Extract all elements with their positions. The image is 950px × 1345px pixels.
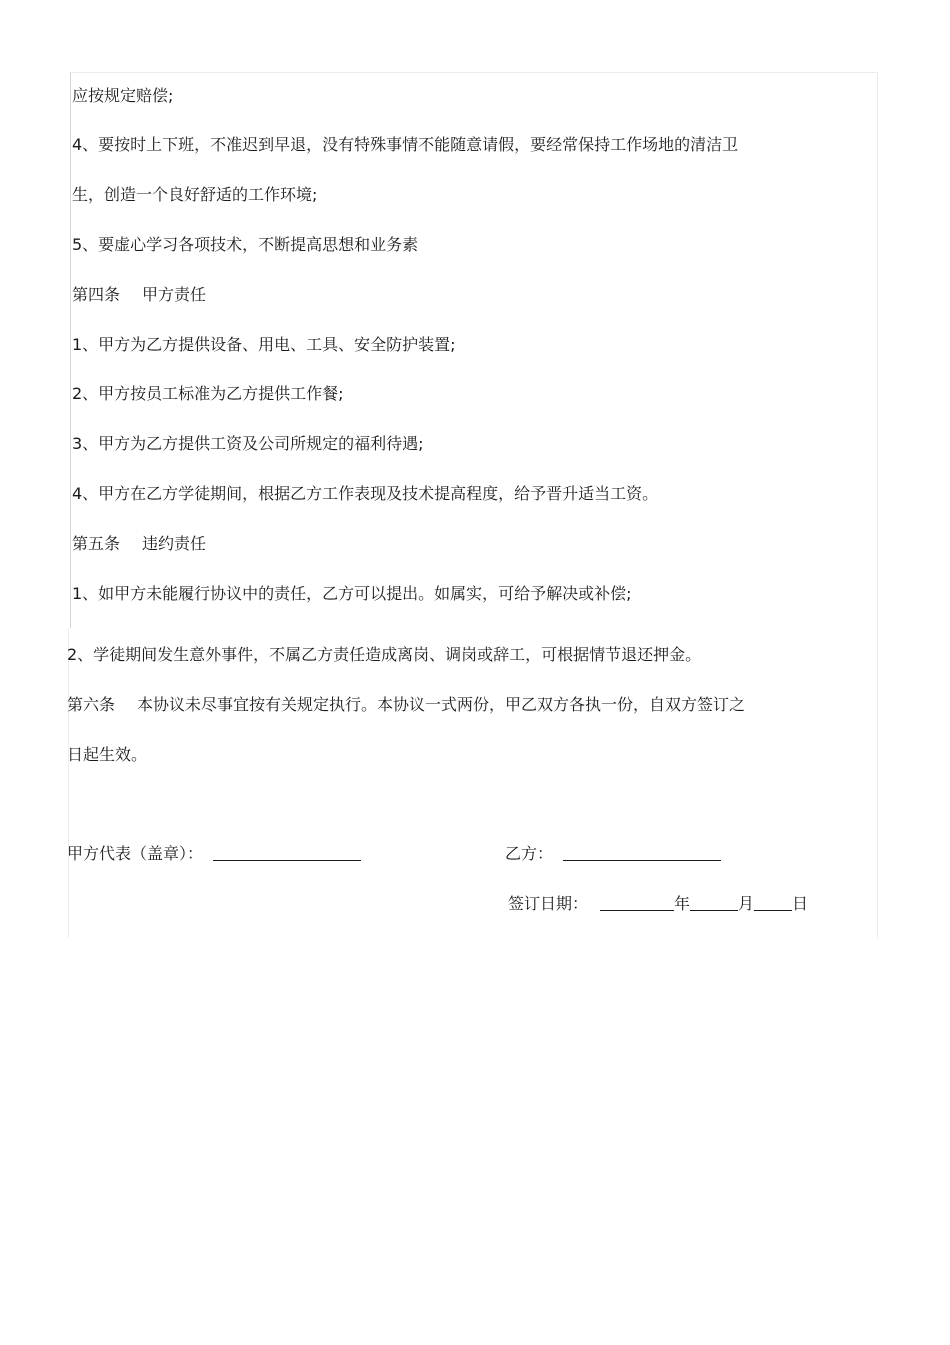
frame-line-left-lower [68, 628, 69, 938]
party-b-signature-blank[interactable] [563, 844, 721, 861]
article-4-item-2: 2、甲方按员工标准为乙方提供工作餐; [72, 384, 344, 403]
month-label: 月 [738, 894, 755, 913]
text-line-item-4: 4、要按时上下班，不准迟到早退，没有特殊事情不能随意请假，要经常保持工作场地的清洁卫 [72, 135, 739, 154]
year-blank[interactable] [600, 894, 674, 911]
article-4-item-4: 4、甲方在乙方学徒期间，根据乙方工作表现及技术提高程度，给予晋升适当工资。 [72, 484, 659, 503]
text-line-item-5: 5、要虚心学习各项技术，不断提高思想和业务素 [72, 235, 419, 254]
article-4-item-1: 1、甲方为乙方提供设备、用电、工具、安全防护装置; [72, 335, 456, 354]
party-b-signature [505, 844, 721, 864]
party-b-label: 乙方： [505, 844, 554, 863]
text-line-compensation: 应按规定赔偿; [72, 86, 174, 105]
article-5-item-2: 2、学徒期间发生意外事件，不属乙方责任造成离岗、调岗或辞工，可根据情节退还押金。 [67, 645, 702, 664]
party-a-label: 甲方代表（盖章）： [67, 844, 204, 863]
month-blank[interactable] [690, 894, 738, 911]
signing-date-label: 签订日期： [508, 894, 589, 913]
frame-line-left-upper [70, 72, 71, 628]
article-6-text: 本协议未尽事宜按有关规定执行。本协议一式两份，甲乙双方各执一份，自双方签订之 [137, 695, 746, 714]
frame-line-top [70, 72, 878, 73]
year-label: 年 [674, 894, 691, 913]
article-4-number: 第四条 [72, 285, 121, 304]
article-4-title: 甲方责任 [142, 285, 207, 304]
article-6-paragraph [67, 695, 745, 715]
article-5-number: 第五条 [72, 534, 121, 553]
day-blank[interactable] [754, 894, 792, 911]
article-6-text-cont: 日起生效。 [67, 745, 148, 764]
article-4-item-3: 3、甲方为乙方提供工资及公司所规定的福利待遇; [72, 434, 424, 453]
party-a-signature [67, 844, 361, 864]
text-line-item-4-cont: 生，创造一个良好舒适的工作环境; [72, 185, 318, 204]
day-label: 日 [792, 894, 809, 913]
article-4-heading [72, 285, 206, 305]
article-6-number: 第六条 [67, 695, 116, 714]
article-5-item-1: 1、如甲方未能履行协议中的责任，乙方可以提出。如属实，可给予解决或补偿; [72, 584, 632, 603]
article-5-title: 违约责任 [142, 534, 207, 553]
signing-date [508, 894, 808, 914]
frame-line-right [877, 72, 878, 938]
party-a-signature-blank[interactable] [213, 844, 361, 861]
article-5-heading [72, 534, 206, 554]
